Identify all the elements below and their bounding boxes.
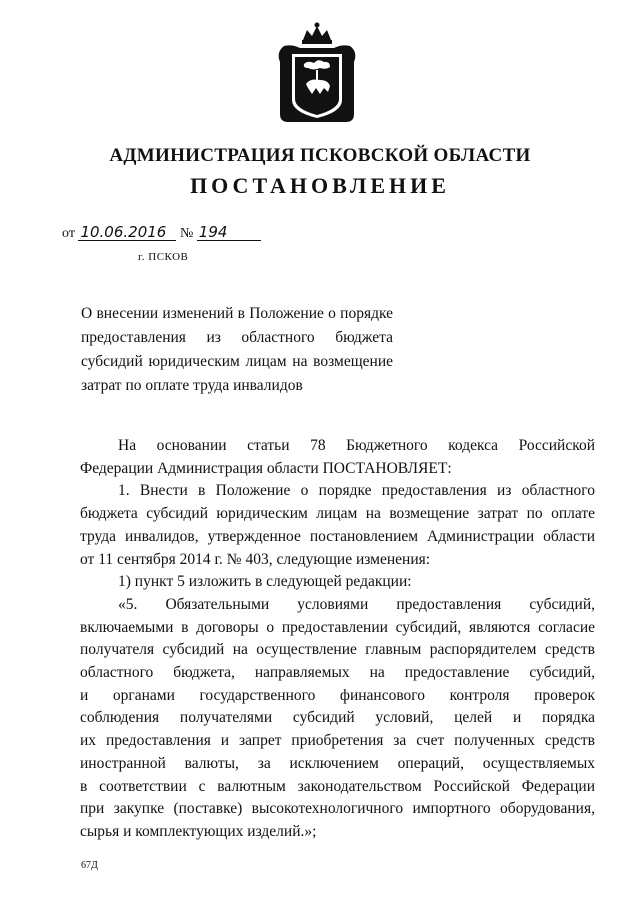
body-line: 1. Внести в Положение о порядке предоставления из областного xyxy=(118,482,595,500)
body-line: их предоставления и запрет приобретения за счет полученных средств xyxy=(80,732,595,750)
number-value: 194 xyxy=(197,224,261,241)
body-line: при закупке (поставке) высокотехнологичного импортного оборудования, xyxy=(80,800,595,818)
pskov-coat-of-arms-icon xyxy=(270,22,364,126)
document-type-heading: ПОСТАНОВЛЕНИЕ xyxy=(190,173,450,198)
city-label: г. ПСКОВ xyxy=(138,251,189,263)
document-subject xyxy=(81,302,393,398)
subject-line: субсидий юридическим лицам на возмещение xyxy=(81,353,393,370)
subject-line: предоставления из областного бюджета xyxy=(81,329,393,346)
body-line: и органами государственного финансового контроля проверок xyxy=(80,686,595,704)
body-line: включаемыми в договоры о предоставлении субсидий, являются согласие xyxy=(80,618,595,636)
body-line: областного бюджета, направляемых на предоставление субсидий, xyxy=(80,664,595,682)
body-line: получателя субсидий на осуществление главным распорядителем средств xyxy=(80,641,595,659)
body-line: Федерации Администрация области ПОСТАНОВЛЯЕТ: xyxy=(80,459,452,477)
body-line: бюджета субсидий юридическим лицам на возмещение затрат по оплате xyxy=(80,505,595,523)
body-line: от 11 сентября 2014 г. № 403, следующие изменения: xyxy=(80,550,431,568)
organization-title: АДМИНИСТРАЦИЯ ПСКОВСКОЙ ОБЛАСТИ xyxy=(109,145,531,166)
subject-line: О внесении изменений в Положение о порядке xyxy=(81,305,393,322)
body-line: «5. Обязательными условиями предоставления субсидий, xyxy=(118,595,595,613)
document-body xyxy=(80,435,595,844)
body-line: иностранной валюты, за исключением операций, осуществляемых xyxy=(80,754,595,772)
date-prefix: от xyxy=(62,226,75,241)
footer-code: 67Д xyxy=(81,860,98,871)
body-line: сырья и комплектующих изделий.»; xyxy=(80,822,317,840)
body-line: 1) пункт 5 изложить в следующей редакции: xyxy=(118,573,412,591)
date-number-line xyxy=(62,224,261,242)
number-prefix: № xyxy=(179,226,194,241)
body-line: На основании статьи 78 Бюджетного кодекса Российской xyxy=(118,437,595,454)
body-line: труда инвалидов, утвержденное постановлением Администрации области xyxy=(80,527,595,545)
subject-line: затрат по оплате труда инвалидов xyxy=(81,377,303,394)
body-line: соблюдения получателями субсидий условий, целей и порядка xyxy=(80,709,595,727)
date-value: 10.06.2016 xyxy=(78,224,176,241)
body-line: в соответствии с валютным законодательством Российской Федерации xyxy=(80,777,595,795)
